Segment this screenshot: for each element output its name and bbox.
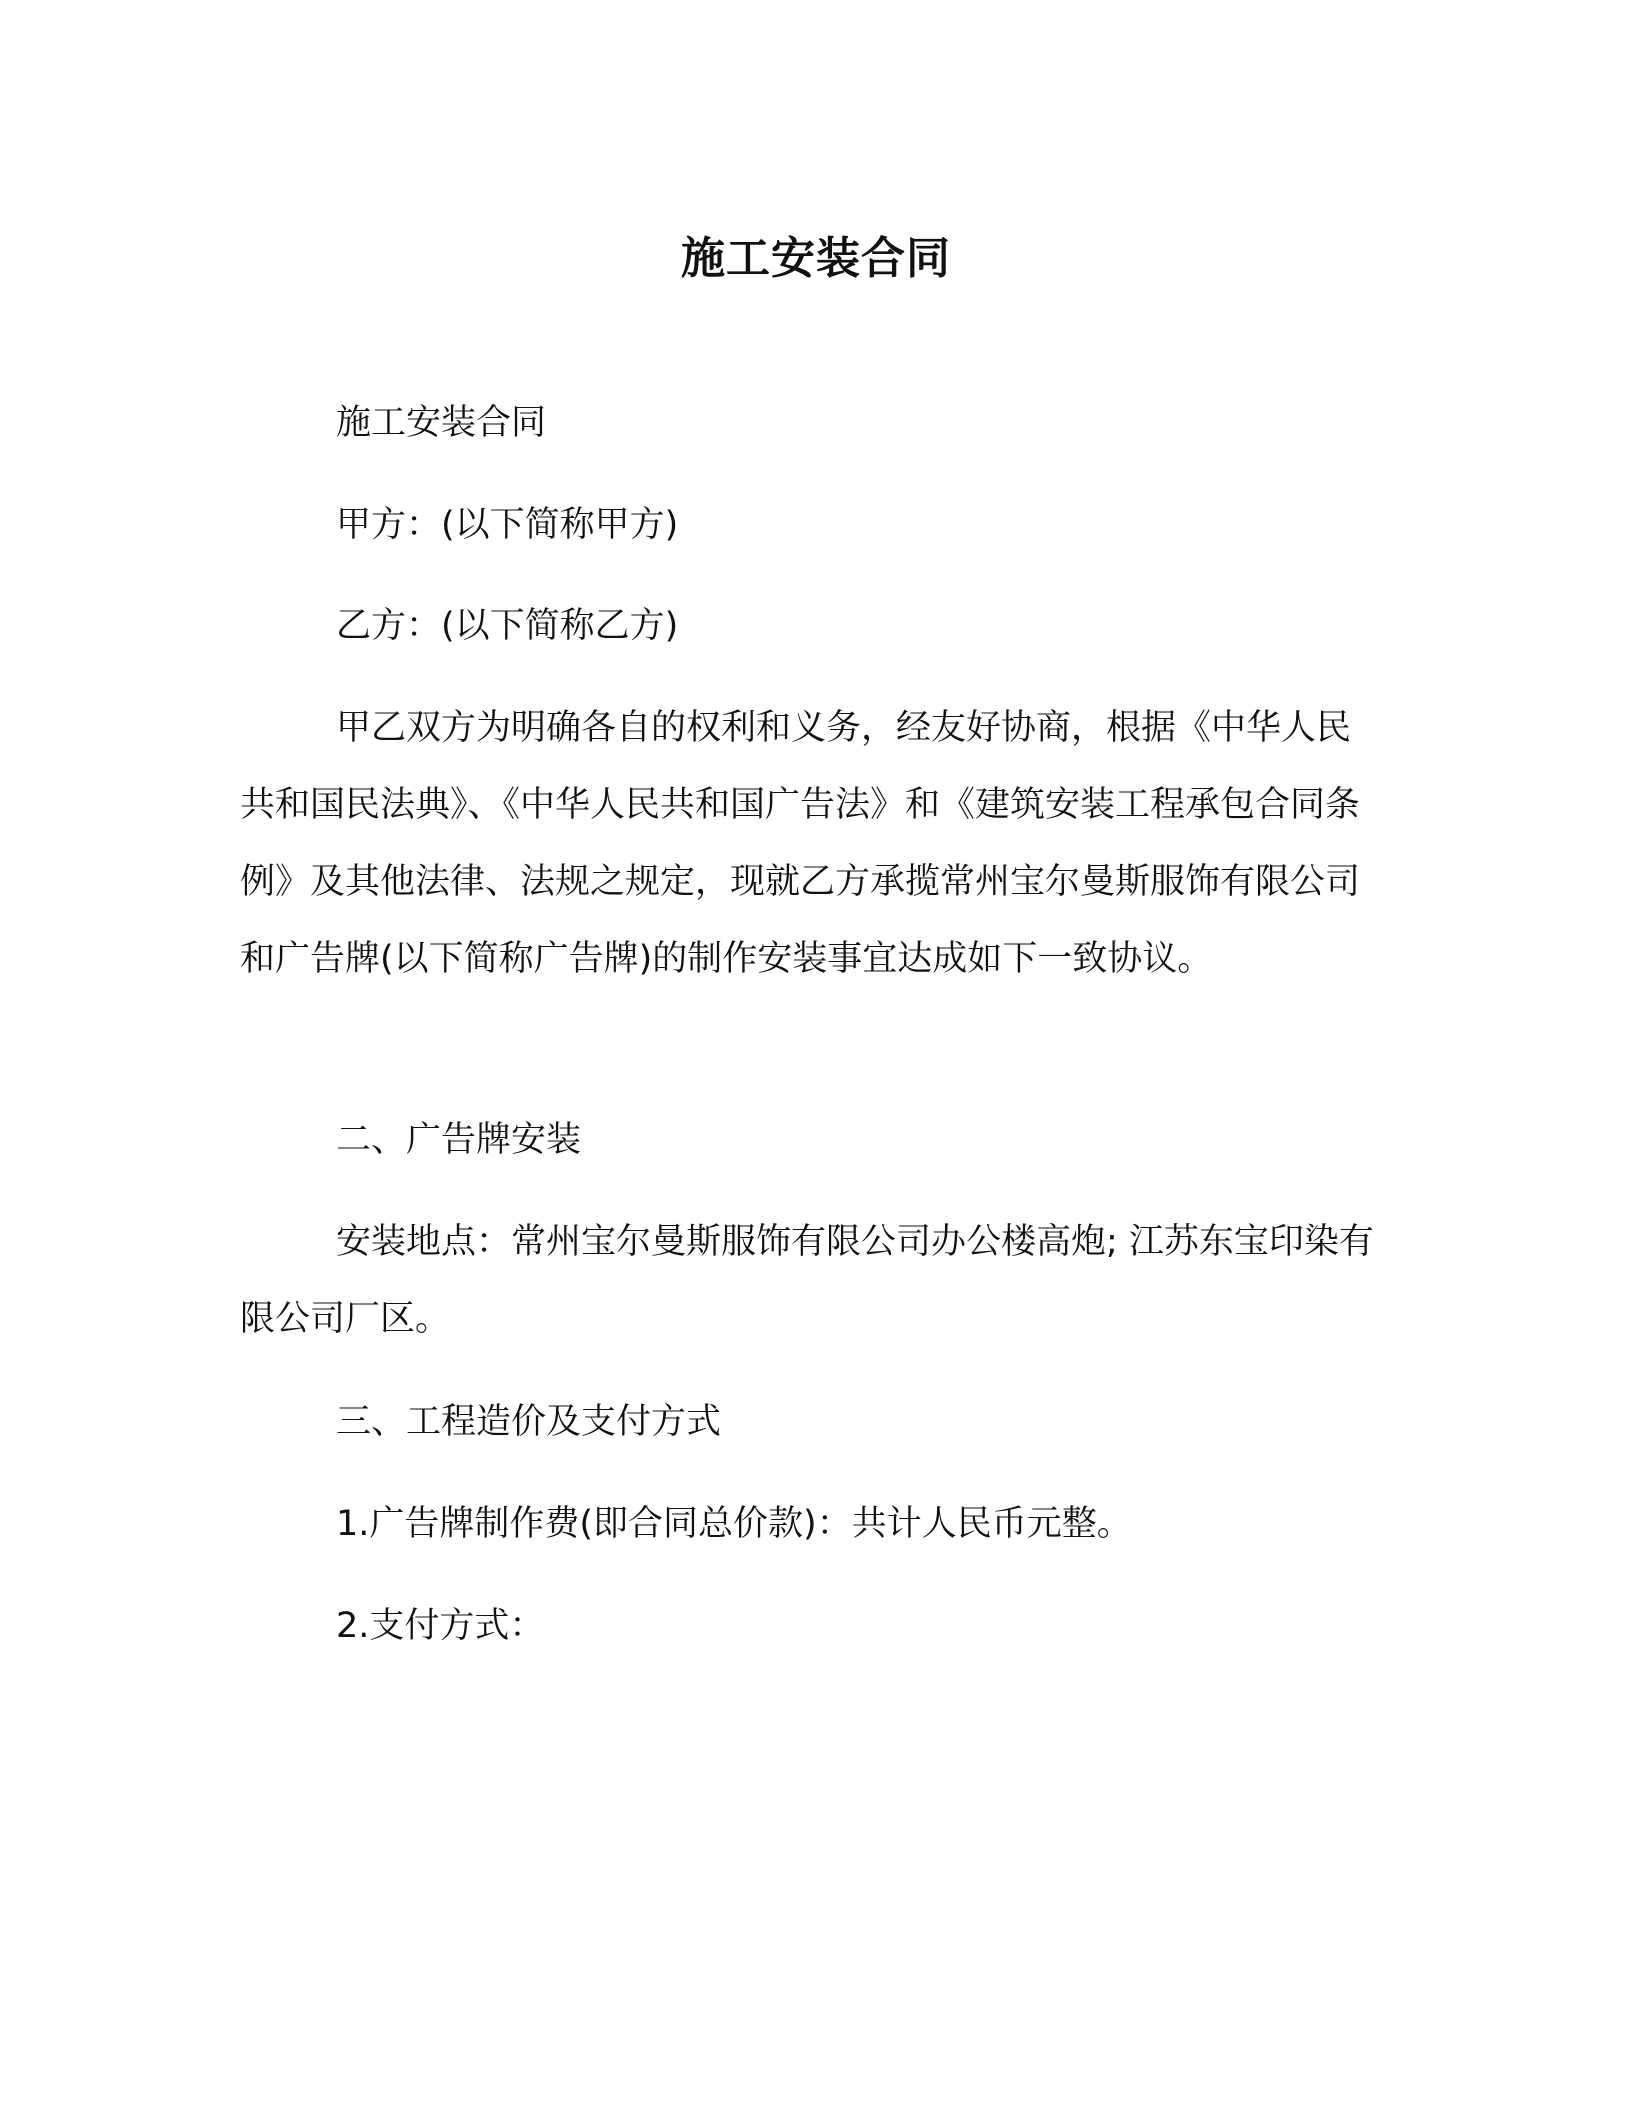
paragraph-subtitle: 施工安装合同 — [336, 403, 547, 443]
paragraph-preamble: 甲乙双方为明确各自的权利和义务，经友好协商，根据《中华人民共和国民法典》、《中华人民共和国广告法》和《建筑安装工程承包合同条例》及其他法律、法规之规定，现就乙方承揽常州宝尔曼斯服饰有限公司和广告牌(以下简称广告牌)的制作安装事宜达成如下一致协议。 — [240, 708, 1361, 979]
paragraph-party-b: 乙方：(以下简称乙方) — [336, 606, 679, 646]
heading-section-2: 二、广告牌安装 — [336, 1120, 582, 1160]
paragraph-install-location: 安装地点：常州宝尔曼斯服饰有限公司办公楼高炮; 江苏东宝印染有限公司厂区。 — [240, 1222, 1374, 1339]
paragraph-fee: 1.广告牌制作费(即合同总价款)：共计人民币元整。 — [336, 1504, 1132, 1544]
heading-section-3: 三、工程造价及支付方式 — [336, 1402, 722, 1442]
paragraph-payment: 2.支付方式： — [336, 1606, 545, 1646]
page-title: 施工安装合同 — [681, 233, 951, 284]
paragraph-party-a: 甲方：(以下简称甲方) — [336, 505, 679, 545]
